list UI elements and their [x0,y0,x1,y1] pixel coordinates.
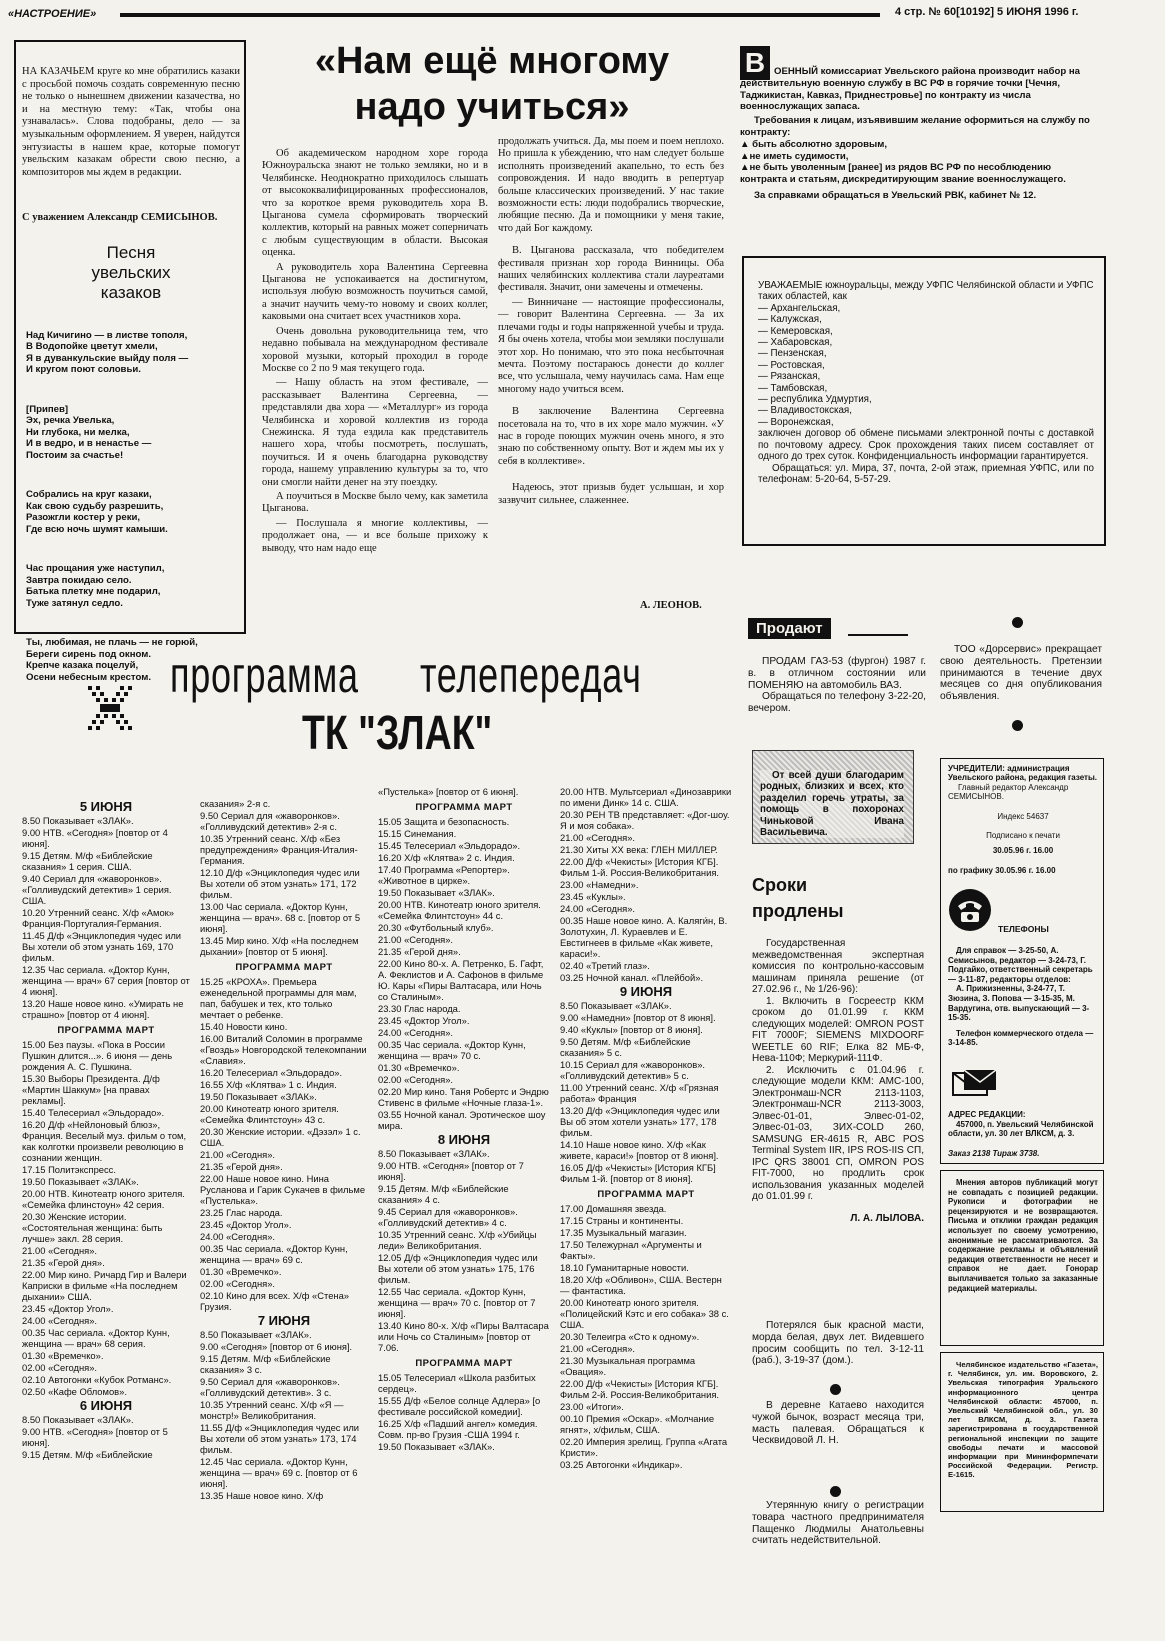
tv-listing: 21.00 «Сегодня». [560,832,636,843]
song-title-line-1: Песня [106,243,156,262]
tv-listing: 22.00 Д/ф «Чекисты» [История КГБ]. Фильм 2-й. Россия-Великобритания. [560,1378,720,1400]
tv-listing: 01.30 «Времечко». [378,1062,460,1073]
ufps-intro: УВАЖАЕМЫЕ южноуральцы, между УФПС Челябинской области и УФПС таких областей, как [758,280,1094,303]
tv-listing: 8.50 Показывает «ЗЛАК». [22,1414,134,1425]
sroki-title: Сроки продлены [752,875,844,921]
tv-listing: 9.40 «Куклы» [повтор от 8 июня]. [560,1024,703,1035]
ufps-region: — Пензенская, [758,348,827,360]
tv-listing: 23.45 «Доктор Угол». [200,1219,292,1230]
tv-listing: 02.20 Империя зрелищ. Группа «Агата Кристи». [560,1436,728,1458]
phones-block [948,946,1098,1048]
tv-listing: 9.40 Сериал для «жаворонков». «Голливудский детектив» 1 серия. США. [22,873,172,906]
tv-listing: 16.55 Х/ф «Клятва» 1 с. Индия. [200,1079,337,1090]
tv-listing: 00.35 Час сериала. «Доктор Кунн, женщина — врач» 70 с. [378,1039,526,1061]
tv-listing: 8.50 Показывает «ЗЛАК». [200,1329,312,1340]
ufps-region: — Владивостокская, [758,405,852,417]
address: 457000, п. Увельский Челябинской области, ул. 30 лет ВЛКСМ, д. 3. [948,1119,1094,1139]
tv-program-header: ПРОГРАММА МАРТ [415,802,513,813]
tv-listing: 12.55 Час сериала. «Доктор Кунн, женщина — врач» 70 с. [повтор от 7 июня]. [378,1286,536,1319]
choir-paragraph: Об академическом народном хоре города Южноуральска знают не только земляки, но и в Челябинске. Неоднократно приходилось слышать от высококвалифицированных профессионалов, что за короткое время руководитель хора В. Цыганова сумела сформировать творческий коллектив, который на равных может соперничать с любым существующим в области. Высокая оценка. [262,148,488,259]
tv-day-header: 8 ИЮНЯ [437,1132,491,1147]
tv-listing: 00.10 Премия «Оскар». «Молчание ягнят», х/фильм, США. [560,1413,715,1435]
bull-ad: Потерялся бык красной масти, морда белая, двух лет. Видевшего просим сообщить по тел. 3-12-11 (раб.), 3-19-37 (дом.). [752,1320,924,1367]
tv-listing: 8.50 Показывает «ЗЛАК». [22,815,134,826]
gaz-ad [748,656,926,715]
tv-listing: «Пустелька» [повтор от 6 июня]. [378,786,519,797]
choir-paragraph: продолжать учиться. Да, мы поем и поем неплохо. Но пришла к убеждению, что нам следует больше исполнять произведений акапельно, то есть без сопровождения. И надо вводить в репертуар больше классических произведений. У нас такие возможности есть: люди подобрались творческие, любящие песню. Да и помощники у меня такие, что дай Бог каждому. [498,136,724,234]
tv-listing: 24.00 «Сегодня». [22,1315,98,1326]
tv-listing: 15.45 Телесериал «Эльдорадо». [378,840,521,851]
tv-listing: 20.00 НТВ. Кинотеатр юного зрителя. «Семейка Флинтстоун» 44 с. [378,899,541,921]
tv-day-header: 6 ИЮНЯ [79,1398,133,1413]
tv-listing: 21.00 «Сегодня». [200,1149,276,1160]
phones-2: А. Прижизненны, 3-24-77, Т. Зюзина, З. Попова — 3-15-35, М. Вардугина, отв. выпускающий — 3-15-35. [948,984,1090,1023]
tv-listing: 9.15 Детям. М/ф «Библейские сказания» 4 с. [378,1183,509,1205]
verse: Над Кичигино — в листве тополя, В Водопойке цветут хмели, Я в дуванкульские выйду поля — И кругом поют соловьи. [26,329,189,376]
condolence-text: От всей души благодарим родных, близких и всех, кто разделил горечь утраты, за помощь в похоронах Чиньковой Ивана Васильевича. [760,770,904,839]
tv-listing: 17.00 Домашняя звезда. [560,1203,667,1214]
tv-listing: 22.00 Мир кино. Ричард Гир и Валери Каприски в фильме «На последнем дыхании» США. [22,1269,187,1302]
tv-listing: 21.35 «Герой дня». [200,1161,283,1172]
ufps-region: — Тамбовская, [758,382,828,394]
tv-listing: 23.30 Глас народа. [378,1003,461,1014]
section-name: «НАСТРОЕНИЕ» [8,8,97,20]
phones: Для справок — 3-25-50, А. Семисынов, редактор — 3-24-73, Г. Подгайко, ответственный секретарь — 3-11-87, редакторы отделов: [948,946,1093,984]
choir-author: А. ЛЕОНОВ. [640,600,702,611]
choir-headline-line-2: надо учиться» [354,86,630,128]
tv-listing: 02.10 Кино для всех. Х/ф «Стена» Грузия. [200,1290,350,1312]
tv-listing: 18.10 Гуманитарные новости. [560,1262,689,1273]
tv-listing: 03.25 Автогонки «Индикар». [560,1459,683,1470]
tv-listing: 9.00 НТВ. «Сегодня» [повтор от 5 июня]. [22,1426,168,1448]
disclaimer: Мнения авторов публикаций могут не совпадать с позицией редакции. Рукописи и фотографии не рецензируются и не возвращаются. Письма и отклики граждан редакция использует по своему усмотрению, анонимные не рассматриваются. За содержание рекламы и объявлений редакция ответственности не несет и справок не дает. Гонорар выплачивается только за заказанные редакцией материалы. [948,1178,1098,1293]
address-block [948,1110,1098,1158]
tv-listing: 13.20 Д/ф «Энциклопедия чудес или Вы об этом хотели узнать» 177, 178 фильм. [560,1105,720,1138]
tv-program-header: ПРОГРАММА МАРТ [235,962,333,973]
dorservis-ad: ТОО «Дорсервис» прекращает свою деятельность. Претензии принимаются в течение двух месяцев со дня опубликования объявления. [940,644,1102,703]
tv-listing: 16.20 Х/ф «Клятва» 2 с. Индия. [378,852,515,863]
tv-column-4 [560,786,732,1471]
tv-listing: 13.20 Наше новое кино. «Умирать не страшно» [повтор от 4 июня]. [22,998,184,1020]
tv-listing: 13.45 Мир кино. Х/ф «На последнем дыхании» [повтор от 5 июня]. [200,935,359,957]
tv-listing: 22.00 Кино 80-х. А. Петренко, Б. Гафт, А. Феклистов и А. Сафонов в фильме Ю. Кары «Пиры Валтасара, или Ночь со Сталиным». [378,958,544,1002]
tv-listing: 21.00 «Сегодня». [22,1245,98,1256]
tv-listing: 16.25 Х/ф «Падший ангел» комедия. Совм. пр-во Грузия -США 1994 г. [378,1418,538,1440]
tv-listing: 9.00 НТВ. «Сегодня» [повтор от 4 июня]. [22,827,168,849]
tv-listing: 15.15 Синемания. [378,828,457,839]
tv-listing: 15.00 Без паузы. «Пока в России Пушкин длится...». 6 июня — день рождения А. С. Пушкина. [22,1039,173,1072]
tv-listing: 14.10 Наше новое кино. Х/ф «Как живете, караси!» [повтор от 8 июня]. [560,1139,719,1161]
tv-listing: 20.00 Кинотеатр юного зрителя. «Семейка Флинтстоун» 43 с. [200,1103,339,1125]
tv-listing: 20.00 НТВ. Кинотеатр юного зрителя. «Семейка флинстоун» 42 серия. [22,1188,185,1210]
military-req: ▲не иметь судимости, [740,150,849,162]
military-dropcap: В [740,46,770,80]
tv-listing: 10.20 Утренний сеанс. Х/ф «Амок» Франция-Португалия-Германия. [22,907,174,929]
tv-listing: 17.40 Программа «Репортер». «Животное в цирке». [378,864,510,886]
tv-listing: 11.00 Утренний сеанс. Х/ф «Грязная работа» Франция [560,1082,719,1104]
ufps-region: — Воронежская, [758,416,834,428]
tv-listing: 9.50 Сериал для «жаворонков». «Голливудский детектив» 2-я с. [200,810,340,832]
tv-listing: 15.40 Новости кино. [200,1021,288,1032]
tv-day-header: 7 ИЮНЯ [257,1313,311,1328]
tv-listing: 9.00 «Намедни» [повтор от 8 июня]. [560,1012,716,1023]
tv-listing: 12.05 Д/ф «Энциклопедия чудес или Вы хотели об этом узнать» 175, 176 фильм. [378,1252,538,1285]
tv-listing: 23.45 «Доктор Угол». [378,1015,470,1026]
tv-listing: 22.00 Д/ф «Чекисты» [История КГБ]. Фильм 1-й. Россия-Великобритания. [560,856,720,878]
tv-listing: 10.15 Сериал для «жаворонков». «Голливудский детектив» 5 с. [560,1059,706,1081]
tv-listing: 9.50 Сериал для «жаворонков». «Голливудский детектив». 3 с. [200,1376,340,1398]
ufps-region: — Рязанская, [758,371,821,383]
choir-headline [262,38,722,130]
tv-listing: 15.05 Телесериал «Школа разбитых сердец». [378,1372,536,1394]
tv-listing: 02.00 «Сегодня». [378,1074,454,1085]
tv-listing: 17.50 Тележурнал «Аргументы и Факты». [560,1239,702,1261]
bullet-dot [830,1384,841,1395]
tv-listing: 24.00 «Сегодня». [200,1231,276,1242]
choir-paragraph: В заключение Валентина Сергеевна посетовала на то, что в их хоре мало мужчин. «У нас в городе поющих мужчин очень много, я это знаю по собственному опыту. Вот и ждем мы их у себя в коллективе». [498,406,724,467]
tv-listing: 9.15 Детям. М/ф «Библейские [22,1449,153,1460]
sroki-author: Л. А. ЛЫЛОВА. [850,1212,924,1224]
tv-listing: 8.50 Показывает «ЗЛАК». [378,1148,490,1159]
tv-listing: 02.00 «Сегодня». [22,1362,98,1373]
tv-listing: 21.35 «Герой дня». [378,946,461,957]
ufps-region: — республика Удмуртия, [758,394,872,406]
song-title-line-3: казаков [100,283,162,302]
founders: УЧРЕДИТЕЛИ: администрация Увельского района, редакция газеты. [948,764,1098,783]
tv-listing: 00.35 Час сериала. «Доктор Кунн, женщина — врач» 69 с. [200,1243,348,1265]
lost-book-ad: Утерянную книгу о регистрации товара частного предпринимателя Пащенко Людмилы Анатольевны считать недействительной. [752,1500,924,1547]
tv-listing: 15.55 Д/ф «Белое солнце Адлера» [о фестивале российской комедии]. [378,1395,541,1417]
tv-listing: 23.25 Глас народа. [200,1207,283,1218]
tv-listing: 01.30 «Времечко». [22,1350,104,1361]
song-verses [26,318,244,695]
verse: [Припев] Эх, речка Увелька, Ни глубока, ни мелка, И в ведро, и в ненастье — Постоим за счастье! [26,403,152,461]
phones-3: Телефон коммерческого отдела — 3-14-85. [948,1028,1094,1048]
tv-listing: 00.35 Наше новое кино. А. Каляги́н, В. Золотухин, Л. Кураевлев и Е. Евстигнеев в фильме «Как живете, караси!». [560,915,728,959]
tv-title-3: ТК "ЗЛАК" [302,707,493,760]
military-req: ▲не быть уволенным [ранее] из рядов ВС РФ по несоблюдению контракта и статьям, дискредитирующим звание военнослужащего. [740,162,1066,186]
phones-title: ТЕЛЕФОНЫ [998,924,1049,934]
tv-listing: 17.15 Страны и континенты. [560,1215,684,1226]
military-text: ОЕННЫЙ комиссариат Увельского района производит набор на действительную военную службу в ВС РФ в горячие точки [Чечня, Таджикистан, Кавказ, Приднестровье] по контракту из числа военнослужащих запаса. [740,66,1080,113]
tv-program-header: ПРОГРАММА МАРТ [57,1025,155,1036]
tv-listing: 15.05 Защита и безопасность. [378,816,510,827]
choir-col-2 [498,136,724,509]
imprint-header [948,764,1098,875]
tv-listing: 9.15 Детям. М/ф «Библейские сказания» 3 с. [200,1353,331,1375]
tv-listing: 20.30 Телеигра «Сто к одному». [560,1331,700,1342]
tv-listing: 9.00 НТВ. «Сегодня» [повтор от 7 июня]. [378,1160,524,1182]
tv-listing: 24.00 «Сегодня». [378,1027,454,1038]
tv-listing: 19.50 Показывает «ЗЛАК». [378,1441,495,1452]
ufps-region: — Кемеровская, [758,325,833,337]
tv-listing: 21.30 Хиты ХХ века: ГЛЕН МИЛЛЕР. [560,844,718,855]
kazaki-intro: НА КАЗАЧЬЕМ круге ко мне обратились казаки с просьбой помочь создать современную песню не только о нынешнем движении казачества, но и на местную тему: «Так, чтобы она узнавалась». Слова подобраны, дело — за музыкальным оформлением. Я уверен, найдутся энтузиасты в нашем крае, которые помогут увельским казакам обрести свою песню, а композиторов мы ждем в редакции. [22,66,240,178]
tv-listing: 20.00 НТВ. Мультсериал «Динозаврики по имени Динк» 14 с. США. [560,786,732,808]
ufps-contact: Обращаться: ул. Мира, 37, почта, 2-ой этаж, приемная УФПС, или по телефонам: 5-20-64, 5-57-29. [758,462,1094,485]
tv-listing: 11.55 Д/ф «Энциклопедия чудес или Вы хотели об этом узнать» 173, 174 фильм. [200,1422,360,1455]
bullet-dot [1012,720,1023,731]
tv-listing: 9.45 Сериал для «жаворонков». «Голливудский детектив» 4 с. [378,1206,518,1228]
choir-paragraph: — Винничане — настоящие профессионалы, — говорит Валентина Сергеевна. — За их плечами годы и годы напряженной учебы и труда. Я бы очень хотела, чтобы мои земляки послушали этот хор. Но понимаю, что это пока несбыточная мечта. Поэтому постараюсь донести до коллег все, что услышала, чему научилась сама. Нам еще многому надо учиться всем. [498,296,724,395]
tv-listing: 20.30 Женские истории. «Дэзэл» 1 с. США. [200,1126,361,1148]
tv-listing: 20.30 Женские истории. «Состоятельная женщина: быть лучше» закл. 28 серия. [22,1211,163,1244]
tv-listing: 03.25 Ночной канал. «Плейбой». [560,972,704,983]
verse: Час прощания уже наступил, Завтра покидаю село. Батька плетку мне подарил, Туже затянул седло. [26,563,165,609]
tv-listing: 13.40 Кино 80-х. Х/ф «Пиры Валтасара или Ночь со Сталиным» [повтор от 7.06. [378,1320,549,1353]
tv-listing: 02.40 «Третий глаз». [560,960,650,971]
tv-title-2: телепередач [420,647,642,703]
tv-listing: 20.00 Кинотеатр юного зрителя. «Полицейский Кэтс и его собака» 38 с. США. [560,1297,729,1330]
tv-listing: 03.55 Ночной канал. Эротическое шоу мира. [378,1109,546,1131]
tv-listing: 16.20 Телесериал «Эльдорадо». [200,1067,343,1078]
tv-listing: 24.00 «Сегодня». [560,903,636,914]
military-text: За справками обращаться в Увельский РВК, кабинет № 12. [754,189,1037,201]
tv-listing: 21.00 «Сегодня». [560,1343,636,1354]
tv-column-2 [200,798,368,1502]
index: Индекс 54637 [997,811,1049,821]
tv-day-header: 9 ИЮНЯ [619,984,673,999]
military-req: ▲ быть абсолютно здоровым, [740,138,887,150]
tv-listing: 23.00 «Намедни». [560,879,639,890]
verse: Собрались на круг казаки, Как свою судьбу разрешить, Разожгли костер у реки, Где всю ночь шумят камыши. [26,489,168,535]
phone-icon [948,888,992,937]
tv-column-3 [378,786,550,1453]
publisher: Челябинское издательство «Газета», г. Челябинск, ул. им. Воровского, 2. Увельская типография Уральского информационного центра Челябинской области: 457000, п. Увельский Челябинской обл., ул. 30 лет ВЛКСМ, д. 3. Газета зарегистрирована в государственной региональной инспекции по защите свободы печати и массовой информации при Мининформпечати Российской Федерации. Регистр. Е-1615. [948,1360,1098,1480]
ufps-region: — Калужская, [758,314,822,326]
tv-listing: сказания» 2-я с. [200,798,271,809]
tv-listing: 21.30 Музыкальная программа «Овация». [560,1355,696,1377]
tv-listing: 11.45 Д/ф «Энциклопедия чудес или Вы хотели об этом узнать 169, 170 фильм. [22,930,182,963]
choir-paragraph: А поучиться в Москве было чему, как заметила Цыганова. [262,490,488,515]
choir-paragraph: Надеюсь, этот призыв будет услышан, и хор зазвучит сильнее, слаженнее. [498,482,724,506]
tv-listing: 10.35 Утренний сеанс. Х/ф «Без предупреждения» Франция-Италия-Германия. [200,833,358,866]
sroki-paragraph: Государственная межведомственная экспертная комиссия по контрольно-кассовым машинам приняла решение (от 27.02.96 г., № 1/26-96): [752,938,924,995]
tv-listing: 8.50 Показывает «ЗЛАК». [560,1000,672,1011]
tv-listing: 02.00 «Сегодня». [200,1278,276,1289]
tv-listing: 20.30 РЕН ТВ представляет: «Дог-шоу. Я и моя собака». [560,809,730,831]
tv-day-header: 5 ИЮНЯ [79,799,133,814]
ufps-body: заключен договор об обмене письмами электронной почты с доставкой по почтовому адресу. Срок прохождения таких писем составляет от одного до трех суток. Конфиденциальность информации гарантируется. [758,428,1094,463]
tv-listing: 16.05 Д/ф «Чекисты» [История КГБ] Фильм 1-й. [повтор от 8 июня]. [560,1162,716,1184]
tv-listing: 19.50 Показывает «ЗЛАК». [22,1176,139,1187]
tv-listing: 12.45 Час сериала. «Доктор Кунн, женщина — врач» 69 с. [повтор от 6 июня]. [200,1456,358,1489]
tv-listing: 00.35 Час сериала. «Доктор Кунн, женщина — врач» 68 серия. [22,1327,170,1349]
tv-listing: 17.35 Музыкальный магазин. [560,1227,687,1238]
tv-listing: 13.35 Наше новое кино. Х/ф [200,1490,324,1501]
tv-listing: 21.35 «Герой дня». [22,1257,105,1268]
verse: Ты, любимая, не плачь — не горюй, Береги сирень под окном. Крепче казака поцелуй, Осени небесным крестом. [26,637,198,683]
tv-logo [80,678,140,743]
tv-listing: 23.00 «Итоги». [560,1401,624,1412]
ufps-region: — Хабаровская, [758,337,833,349]
signed: Подписано к печати [986,831,1060,841]
tv-listing: 19.50 Показывает «ЗЛАК». [378,887,495,898]
tv-listing: 02.50 «Кафе Обломов». [22,1386,127,1397]
tv-listing: 18.20 Х/ф «Обливон», США. Вестерн — фантастика. [560,1274,722,1296]
tv-listing: 16.20 Д/ф «Нейлоновый блюз», Франция. Веселый муз. фильм о том, как колготки произвели революцию в сознании женщин. [22,1119,187,1163]
song-title [22,243,240,303]
prodayut-rule [848,634,908,636]
bullet-dot [830,1486,841,1497]
choir-paragraph: — Послушала я многие коллективы, — продолжает она, — и все больше прихожу к выводу, что нам надо еще [262,517,488,554]
sroki-text [752,938,924,1224]
military-text: Требования к лицам, изъявившим желание оформиться на службу по контракту: [740,115,1090,138]
tv-listing: 12.35 Час сериала. «Доктор Кунн, женщина — врач» 67 серия [повтор от 4 июня]. [22,964,190,997]
gaz-text: ПРОДАМ ГАЗ-53 (фургон) 1987 г. в. в отличном состоянии или ПОМЕНЯЮ на автомобиль ВАЗ. [748,656,926,691]
tv-listing: 21.00 «Сегодня». [378,934,454,945]
signed-date: 30.05.96 г. 16.00 [992,846,1054,856]
tv-title-1: программа [170,647,359,703]
tv-listing: 10.35 Утренний сеанс. Х/ф «Убийцы леди» Великобритания. [378,1229,537,1251]
tv-listing: 22.00 Наше новое кино. Нина Русланова и Гарик Сукачев в фильме «Пустелька». [200,1173,366,1206]
ufps-content [758,280,1094,485]
military-ad [740,66,1094,202]
tv-listing: 20.30 «Футбольный клуб». [378,922,494,933]
tv-listing: 15.40 Телесериал «Эльдорадо». [22,1107,165,1118]
tv-listing: 13.00 Час сериала. «Доктор Кунн, женщина — врач». 68 с. [повтор от 5 июня]. [200,901,361,934]
tv-listing: 9.50 Детям. М/ф «Библейские сказания» 5 с. [560,1036,691,1058]
tv-column-1 [22,798,190,1461]
tv-listing: 23.45 «Куклы». [560,891,626,902]
schedule: по графику 30.05.96 г. 16.00 [948,865,1056,875]
tv-listing: 01.30 «Времечко». [200,1266,282,1277]
ufps-region: — Архангельская, [758,302,841,314]
tv-listing: 15.30 Выборы Президента. Д/ф «Мартин Шаккум» [на правах рекламы]. [22,1073,160,1106]
tv-listing: 19.50 Показывает «ЗЛАК». [200,1091,317,1102]
song-title-line-2: увельских [91,263,171,282]
editor: Главный редактор Александр СЕМИСЫНОВ. [948,782,1069,802]
tv-listing: 16.00 Виталий Соломин в программе «Гвоздь» Новгородской телекомпании «Славия». [200,1033,367,1066]
address-title: АДРЕС РЕДАКЦИИ: [948,1110,1026,1119]
issue-line: 4 стр. № 60[10192] 5 ИЮНЯ 1996 г. [895,6,1079,18]
choir-paragraph: А руководитель хора Валентина Сергеевна Цыганова не успокаивается на достигнутом, используя любую возможность поучиться самой, а значит научить чему-то новому и своих коллег, каковыми она считает всех участников хора. [262,261,488,323]
tv-listing: 10.35 Утренний сеанс. Х/ф «Я — монстр!» Великобритания. [200,1399,344,1421]
sroki-paragraph: 1. Включить в Госреестр ККМ сроком до 01.01.99 г. ККМ следующих моделей: OMRON POST FIT 7000F; SIEMENS MIXDOORF WEETLE 60 RIF; Елка 82 МБ-Ф, Нева-110Ф; Меркурий-111Ф. [752,995,924,1064]
choir-paragraph: В. Цыганова рассказала, что победителем фестиваля признан хор города Винницы. Оба наших челябинских коллектива стали лауреатами фестиваля. Значит, они замечены и отмечены. [498,245,724,294]
tv-listing: 12.10 Д/ф «Энциклопедия чудес или Вы хотели об этом узнать» 171, 172 фильм. [200,867,360,900]
gaz-contact: Обращаться по телефону 3-22-20, вечером. [748,691,926,715]
choir-paragraph: — Нашу область на этом фестивале, — рассказывает Валентина Сергеевна, — представляли два хора — «Металлург» из города Челябинска и хоровой коллектив из города Снежинска. Я туда ездила как представитель нашего хора, чтобы посмотреть, послушать, поучиться. И я очень благодарна руководству города, нашему управлению культуры за то, что они смогли найти денег на эту поездку. [262,377,488,488]
choir-headline-line-1: «Нам ещё многому [314,40,670,82]
katayevo-ad: В деревне Катаево находится чужой бычок, возраст месяца три, масть палевая. Обращаться к Ческвидовой Л. Н. [752,1400,924,1447]
tv-listing: 17.15 Политэкспресс. [22,1164,116,1175]
tv-listing: 9.00 «Сегодня» [повтор от 6 июня]. [200,1341,353,1352]
prodayut-label: Продают [748,618,831,639]
order: Заказ 2138 Тираж 3738. [948,1148,1040,1158]
tv-program-header: ПРОГРАММА МАРТ [597,1189,695,1200]
tv-program-header: ПРОГРАММА МАРТ [415,1358,513,1369]
kazaki-signature: С уважением Александр СЕМИСЫНОВ. [22,212,218,223]
header-rule [120,13,880,17]
sroki-paragraph: 2. Исключить с 01.04.96 г. следующие модели ККМ: АМС-100, Электронмаш-NCR 2113-1103, Электронмаш-NCR 2113-3003, Элвес-01-01, Элвес-01-02, Элвес-01-03, ЗИХ-COLD 260, SAMSUNG ER-4615 R, ABC POS Terminal System IIR, IPS ROS-IIS СП, IPC QRS 38001 СП, OMRON POS FIT-7000, но продлить срок использования указанных моделей до 01.01.99 г. [752,1064,924,1202]
ufps-region: — Ростовская, [758,359,825,371]
tv-listing: 15.25 «КРОХА». Премьера еженедельной программы для мам, пап, бабушек и тех, кто только мечтает о ребенке. [200,976,357,1020]
tv-listing: 02.10 Автогонки «Кубок Ротманс». [22,1374,172,1385]
tv-listing: 9.15 Детям. М/ф «Библейские сказания» 1 серия. США. [22,850,153,872]
tv-listing: 23.45 «Доктор Угол». [22,1303,114,1314]
choir-paragraph: Очень довольна руководительница тем, что недавно побывала на международном фестивале хоровой музыки, который проходил в городе Москве со 2 по 9 мая текущего года. [262,325,488,374]
envelope-icon [952,1068,998,1105]
tv-listing: 02.20 Мир кино. Таня Робертс и Эндрю Стивенс в фильме «Ночные глаза-1». [378,1086,549,1108]
bullet-dot [1012,617,1023,628]
choir-col-1 [262,148,488,557]
